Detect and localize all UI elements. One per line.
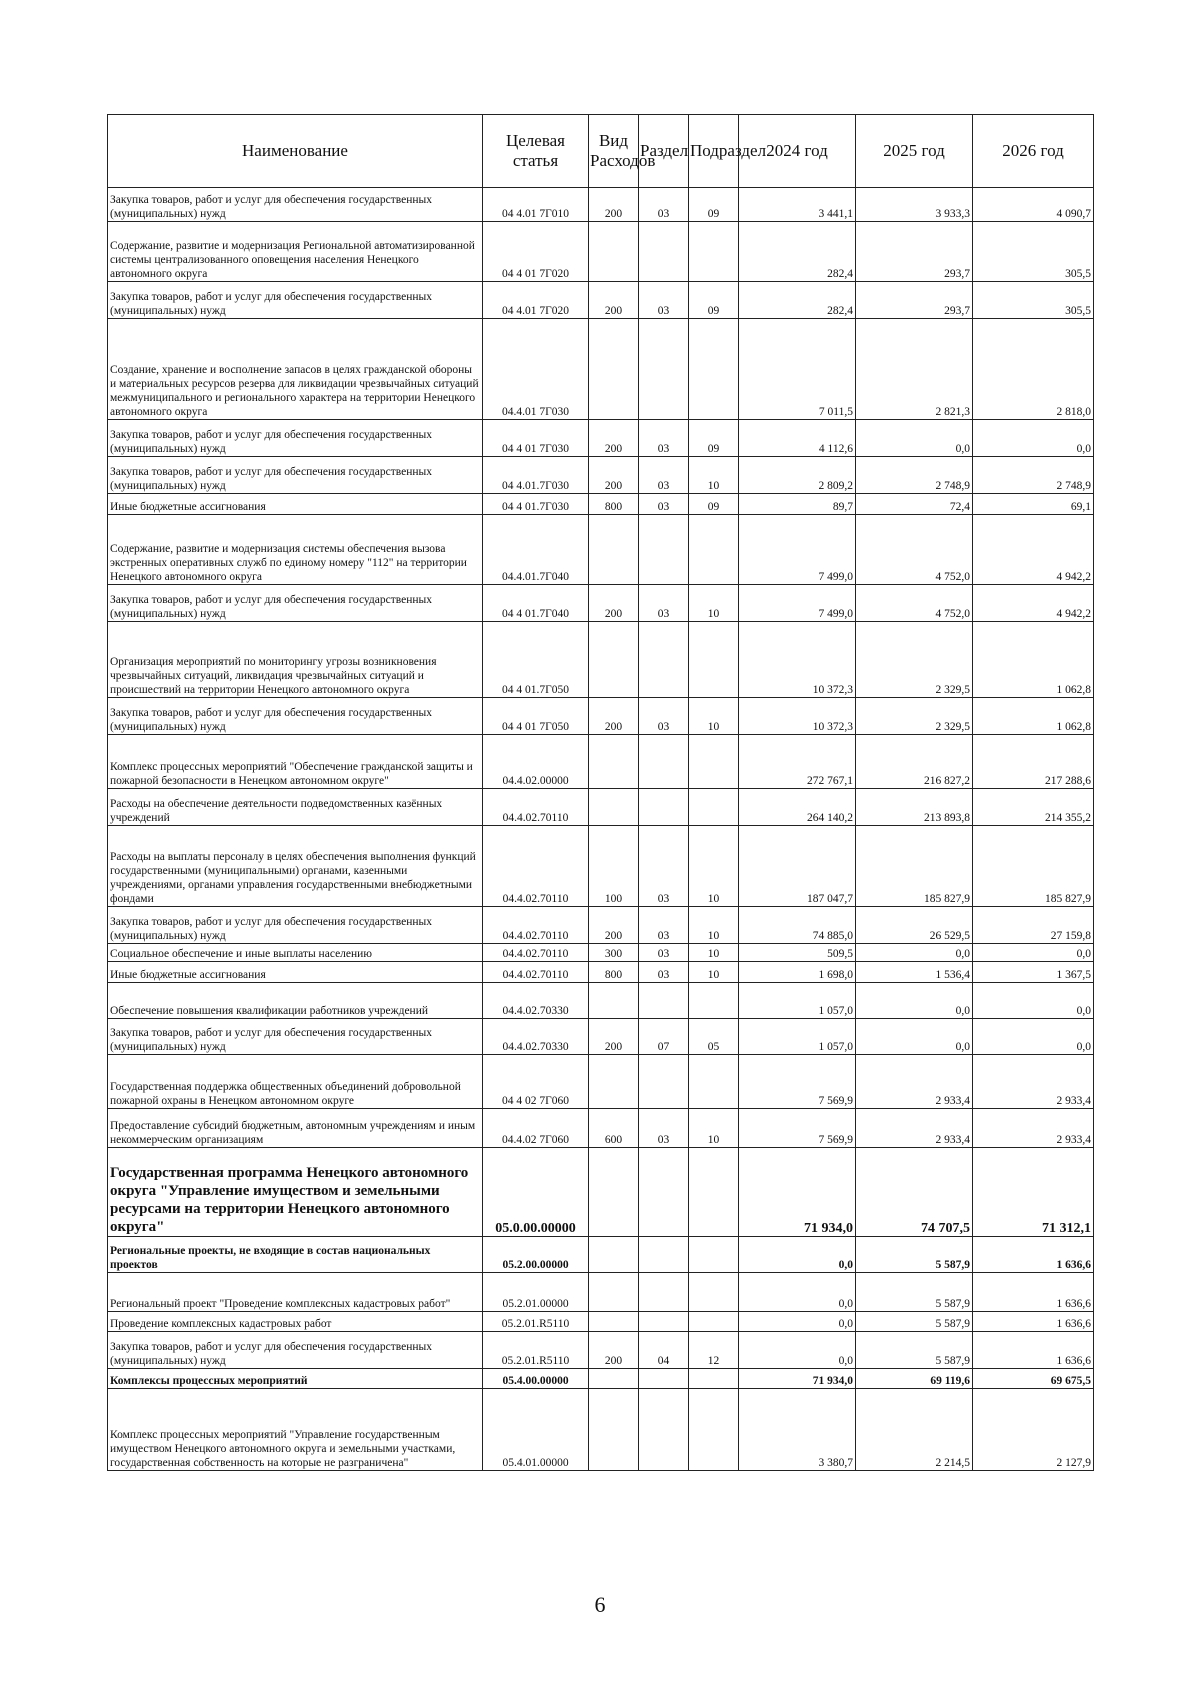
- row-subsection: 10: [689, 585, 739, 622]
- row-type: 200: [589, 188, 639, 222]
- table-row: [108, 1148, 1094, 1237]
- table-row: [108, 1273, 1094, 1312]
- row-type: [589, 222, 639, 282]
- table-row: [108, 789, 1094, 826]
- row-2025: 2 933,4: [856, 1109, 973, 1148]
- row-2025: 5 587,9: [856, 1237, 973, 1273]
- page-number: 6: [594, 1592, 606, 1617]
- row-type: 300: [589, 944, 639, 962]
- row-section: 03: [639, 944, 689, 962]
- row-2024: 2 809,2: [739, 457, 856, 494]
- row-2025: 0,0: [856, 944, 973, 962]
- row-section: [639, 1312, 689, 1332]
- row-subsection: [689, 1273, 739, 1312]
- table-row: [108, 907, 1094, 944]
- row-2026: 0,0: [973, 983, 1094, 1019]
- row-2026: 0,0: [973, 1019, 1094, 1055]
- row-target: 05.4.00.00000: [483, 1369, 589, 1389]
- row-2026: 214 355,2: [973, 789, 1094, 826]
- row-section: 03: [639, 457, 689, 494]
- row-target: 04 4 01 7Г050: [483, 698, 589, 735]
- row-name: Содержание, развитие и модернизация системы обеспечения вызова экстренных оперативных служб по единому номеру "112" на территории Ненецкого автономного округа: [108, 515, 483, 585]
- row-type: 200: [589, 282, 639, 319]
- row-name: Закупка товаров, работ и услуг для обеспечения государственных (муниципальных) нужд: [108, 698, 483, 735]
- row-target: 04.4.02.70110: [483, 826, 589, 907]
- header-section: Раздел: [639, 115, 689, 188]
- row-type: [589, 1055, 639, 1109]
- row-section: 03: [639, 962, 689, 983]
- row-subsection: [689, 1389, 739, 1471]
- row-subsection: 10: [689, 1109, 739, 1148]
- row-2025: 2 933,4: [856, 1055, 973, 1109]
- row-subsection: 09: [689, 420, 739, 457]
- row-name: Закупка товаров, работ и услуг для обеспечения государственных (муниципальных) нужд: [108, 420, 483, 457]
- row-2024: 3 380,7: [739, 1389, 856, 1471]
- row-2024: 282,4: [739, 222, 856, 282]
- row-2024: 7 499,0: [739, 585, 856, 622]
- row-name: Расходы на выплаты персоналу в целях обеспечения выполнения функций государственными (муниципальными) органами, казенными учреждениями, органами управления государственными внебюджетными фондами: [108, 826, 483, 907]
- row-target: 04.4.02.70110: [483, 789, 589, 826]
- row-2026: 2 933,4: [973, 1109, 1094, 1148]
- row-2026: 1 062,8: [973, 622, 1094, 698]
- row-target: 05.2.01.00000: [483, 1273, 589, 1312]
- row-2025: 69 119,6: [856, 1369, 973, 1389]
- table-row: [108, 826, 1094, 907]
- row-type: 200: [589, 1019, 639, 1055]
- row-2024: 1 057,0: [739, 983, 856, 1019]
- row-2026: 4 942,2: [973, 515, 1094, 585]
- row-2024: 509,5: [739, 944, 856, 962]
- row-target: 04 4 01 7Г020: [483, 222, 589, 282]
- row-2025: 0,0: [856, 420, 973, 457]
- table-row: [108, 1332, 1094, 1369]
- row-subsection: 12: [689, 1332, 739, 1369]
- table-row: [108, 420, 1094, 457]
- row-2025: 3 933,3: [856, 188, 973, 222]
- row-name: Организация мероприятий по мониторингу угрозы возникновения чрезвычайных ситуаций, ликвидация чрезвычайных ситуаций и происшествий на территории Ненецкого автономного округа: [108, 622, 483, 698]
- row-name: Содержание, развитие и модернизация Региональной автоматизированной системы централизованного оповещения населения Ненецкого автономного округа: [108, 222, 483, 282]
- row-2025: 213 893,8: [856, 789, 973, 826]
- row-2025: 185 827,9: [856, 826, 973, 907]
- table-row: [108, 1312, 1094, 1332]
- row-2026: 1 636,6: [973, 1332, 1094, 1369]
- row-subsection: [689, 319, 739, 420]
- row-name: Социальное обеспечение и иные выплаты населению: [108, 944, 483, 962]
- row-type: [589, 1148, 639, 1237]
- row-2024: 10 372,3: [739, 622, 856, 698]
- row-target: 04 4 01 7Г030: [483, 420, 589, 457]
- row-type: [589, 515, 639, 585]
- table-row: [108, 698, 1094, 735]
- row-2025: 5 587,9: [856, 1332, 973, 1369]
- table-row: [108, 1369, 1094, 1389]
- row-target: 05.2.01.R5110: [483, 1312, 589, 1332]
- row-section: 03: [639, 1109, 689, 1148]
- row-section: 03: [639, 494, 689, 515]
- row-name: Предоставление субсидий бюджетным, автономным учреждениям и иным некоммерческим организациям: [108, 1109, 483, 1148]
- row-2025: 2 748,9: [856, 457, 973, 494]
- row-2025: 0,0: [856, 983, 973, 1019]
- table-row: [108, 515, 1094, 585]
- row-2026: 2 127,9: [973, 1389, 1094, 1471]
- row-section: [639, 222, 689, 282]
- row-name: Иные бюджетные ассигнования: [108, 962, 483, 983]
- row-type: 200: [589, 457, 639, 494]
- row-target: 04 4.01 7Г010: [483, 188, 589, 222]
- row-section: 03: [639, 698, 689, 735]
- row-type: 200: [589, 1332, 639, 1369]
- row-subsection: 10: [689, 698, 739, 735]
- row-section: 03: [639, 585, 689, 622]
- row-subsection: [689, 1237, 739, 1273]
- row-2026: 305,5: [973, 222, 1094, 282]
- row-target: 04.4.02.70330: [483, 1019, 589, 1055]
- row-2024: 71 934,0: [739, 1369, 856, 1389]
- row-target: 04 4 01.7Г050: [483, 622, 589, 698]
- row-2026: 69 675,5: [973, 1369, 1094, 1389]
- row-type: [589, 735, 639, 789]
- row-2024: 7 011,5: [739, 319, 856, 420]
- row-name: Закупка товаров, работ и услуг для обеспечения государственных (муниципальных) нужд: [108, 907, 483, 944]
- row-2024: 0,0: [739, 1332, 856, 1369]
- row-section: 03: [639, 907, 689, 944]
- row-section: [639, 735, 689, 789]
- row-section: [639, 1273, 689, 1312]
- row-2026: 2 818,0: [973, 319, 1094, 420]
- header-2024: 2024 год: [739, 115, 856, 188]
- row-target: 05.2.00.00000: [483, 1237, 589, 1273]
- row-name: Государственная поддержка общественных объединений добровольной пожарной охраны в Ненецком автономном округе: [108, 1055, 483, 1109]
- row-target: 04.4.02.70110: [483, 962, 589, 983]
- row-section: [639, 1389, 689, 1471]
- row-2024: 282,4: [739, 282, 856, 319]
- row-subsection: [689, 735, 739, 789]
- row-name: Комплексы процессных мероприятий: [108, 1369, 483, 1389]
- row-2025: 2 329,5: [856, 698, 973, 735]
- table-header-row: [108, 115, 1094, 188]
- header-2025: 2025 год: [856, 115, 973, 188]
- row-2026: 0,0: [973, 944, 1094, 962]
- row-type: [589, 1369, 639, 1389]
- row-type: [589, 1237, 639, 1273]
- row-type: [589, 1389, 639, 1471]
- row-section: 03: [639, 188, 689, 222]
- row-2024: 272 767,1: [739, 735, 856, 789]
- header-subsection: Подраздел: [689, 115, 739, 188]
- row-section: [639, 1055, 689, 1109]
- row-type: [589, 319, 639, 420]
- row-target: 04 4 01.7Г040: [483, 585, 589, 622]
- table-row: [108, 622, 1094, 698]
- row-name: Региональные проекты, не входящие в состав национальных проектов: [108, 1237, 483, 1273]
- header-name: Наименование: [108, 115, 483, 188]
- row-target: 04 4.01 7Г020: [483, 282, 589, 319]
- row-2026: 1 636,6: [973, 1273, 1094, 1312]
- row-2026: 1 062,8: [973, 698, 1094, 735]
- row-2026: 69,1: [973, 494, 1094, 515]
- table-row: [108, 319, 1094, 420]
- row-type: [589, 1273, 639, 1312]
- row-2026: 1 367,5: [973, 962, 1094, 983]
- row-section: [639, 622, 689, 698]
- row-2025: 2 821,3: [856, 319, 973, 420]
- row-2026: 305,5: [973, 282, 1094, 319]
- row-2026: 4 942,2: [973, 585, 1094, 622]
- row-section: 07: [639, 1019, 689, 1055]
- row-section: [639, 983, 689, 1019]
- row-2025: 4 752,0: [856, 515, 973, 585]
- row-subsection: [689, 222, 739, 282]
- row-2024: 74 885,0: [739, 907, 856, 944]
- row-type: 200: [589, 420, 639, 457]
- row-section: [639, 789, 689, 826]
- row-type: 200: [589, 698, 639, 735]
- row-2026: 4 090,7: [973, 188, 1094, 222]
- row-target: 04.4.01 7Г030: [483, 319, 589, 420]
- row-subsection: 10: [689, 944, 739, 962]
- row-subsection: 09: [689, 494, 739, 515]
- row-subsection: [689, 1055, 739, 1109]
- row-2024: 89,7: [739, 494, 856, 515]
- row-subsection: 10: [689, 907, 739, 944]
- row-subsection: 10: [689, 457, 739, 494]
- row-target: 05.4.01.00000: [483, 1389, 589, 1471]
- row-2024: 7 499,0: [739, 515, 856, 585]
- row-2024: 0,0: [739, 1237, 856, 1273]
- row-section: [639, 515, 689, 585]
- table-row: [108, 1055, 1094, 1109]
- row-2026: 217 288,6: [973, 735, 1094, 789]
- row-2025: 2 329,5: [856, 622, 973, 698]
- row-2025: 216 827,2: [856, 735, 973, 789]
- row-2024: 1 698,0: [739, 962, 856, 983]
- row-2026: 2 748,9: [973, 457, 1094, 494]
- row-2025: 26 529,5: [856, 907, 973, 944]
- row-2024: 7 569,9: [739, 1055, 856, 1109]
- row-2025: 74 707,5: [856, 1148, 973, 1237]
- row-target: 04.4.02 7Г060: [483, 1109, 589, 1148]
- table-row: [108, 1389, 1094, 1471]
- row-section: [639, 1148, 689, 1237]
- row-type: 200: [589, 907, 639, 944]
- row-target: 04.4.02.00000: [483, 735, 589, 789]
- row-subsection: 10: [689, 826, 739, 907]
- row-type: [589, 983, 639, 1019]
- row-target: 05.2.01.R5110: [483, 1332, 589, 1369]
- row-2025: 4 752,0: [856, 585, 973, 622]
- table-row: [108, 457, 1094, 494]
- row-2026: 1 636,6: [973, 1237, 1094, 1273]
- row-name: Государственная программа Ненецкого автономного округа "Управление имуществом и земельными ресурсами на территории Ненецкого автономного округа": [108, 1148, 483, 1237]
- row-2025: 72,4: [856, 494, 973, 515]
- row-target: 04 4 02 7Г060: [483, 1055, 589, 1109]
- header-2026: 2026 год: [973, 115, 1094, 188]
- row-target: 04.4.01.7Г040: [483, 515, 589, 585]
- row-subsection: [689, 789, 739, 826]
- row-name: Обеспечение повышения квалификации работников учреждений: [108, 983, 483, 1019]
- row-target: 05.0.00.00000: [483, 1148, 589, 1237]
- row-2024: 3 441,1: [739, 188, 856, 222]
- table-row: [108, 983, 1094, 1019]
- row-section: [639, 1369, 689, 1389]
- row-2024: 0,0: [739, 1273, 856, 1312]
- row-name: Закупка товаров, работ и услуг для обеспечения государственных (муниципальных) нужд: [108, 188, 483, 222]
- table-row: [108, 585, 1094, 622]
- table-row: [108, 735, 1094, 789]
- row-2024: 187 047,7: [739, 826, 856, 907]
- row-subsection: 09: [689, 188, 739, 222]
- row-2026: 71 312,1: [973, 1148, 1094, 1237]
- table-row: [108, 1019, 1094, 1055]
- row-type: 800: [589, 494, 639, 515]
- header-target: Целевая статья: [483, 115, 589, 188]
- row-type: [589, 1312, 639, 1332]
- row-type: 800: [589, 962, 639, 983]
- row-section: 03: [639, 282, 689, 319]
- row-section: 03: [639, 420, 689, 457]
- row-name: Комплекс процессных мероприятий "Управление государственным имуществом Ненецкого автономного округа и земельными участками, государственная собственность на которые не разграничена": [108, 1389, 483, 1471]
- row-type: [589, 622, 639, 698]
- row-subsection: 09: [689, 282, 739, 319]
- row-2025: 5 587,9: [856, 1273, 973, 1312]
- row-target: 04 4.01.7Г030: [483, 457, 589, 494]
- row-section: [639, 1237, 689, 1273]
- row-section: 03: [639, 826, 689, 907]
- budget-table: [107, 114, 1094, 1471]
- row-type: [589, 789, 639, 826]
- row-subsection: [689, 622, 739, 698]
- row-target: 04 4 01.7Г030: [483, 494, 589, 515]
- row-2025: 293,7: [856, 222, 973, 282]
- row-2025: 0,0: [856, 1019, 973, 1055]
- row-name: Создание, хранение и восполнение запасов в целях гражданской обороны и материальных ресурсов резерва для ликвидации чрезвычайных ситуаций межмуниципального и регионального характера на территории Ненецкого автономного округа: [108, 319, 483, 420]
- row-subsection: [689, 1148, 739, 1237]
- table-row: [108, 1237, 1094, 1273]
- row-name: Региональный проект "Проведение комплексных кадастровых работ": [108, 1273, 483, 1312]
- table-row: [108, 188, 1094, 222]
- row-subsection: [689, 983, 739, 1019]
- table-row: [108, 962, 1094, 983]
- table-row: [108, 222, 1094, 282]
- row-name: Расходы на обеспечение деятельности подведомственных казённых учреждений: [108, 789, 483, 826]
- row-2025: 2 214,5: [856, 1389, 973, 1471]
- row-type: 100: [589, 826, 639, 907]
- row-subsection: [689, 515, 739, 585]
- row-name: Закупка товаров, работ и услуг для обеспечения государственных (муниципальных) нужд: [108, 457, 483, 494]
- row-target: 04.4.02.70110: [483, 944, 589, 962]
- row-2026: 27 159,8: [973, 907, 1094, 944]
- row-name: Закупка товаров, работ и услуг для обеспечения государственных (муниципальных) нужд: [108, 1332, 483, 1369]
- row-2026: 0,0: [973, 420, 1094, 457]
- row-2025: 5 587,9: [856, 1312, 973, 1332]
- row-name: Закупка товаров, работ и услуг для обеспечения государственных (муниципальных) нужд: [108, 1019, 483, 1055]
- row-target: 04.4.02.70330: [483, 983, 589, 1019]
- row-2024: 10 372,3: [739, 698, 856, 735]
- row-subsection: [689, 1369, 739, 1389]
- row-section: 04: [639, 1332, 689, 1369]
- row-type: 200: [589, 585, 639, 622]
- row-name: Закупка товаров, работ и услуг для обеспечения государственных (муниципальных) нужд: [108, 282, 483, 319]
- row-subsection: 10: [689, 962, 739, 983]
- row-2024: 0,0: [739, 1312, 856, 1332]
- row-2026: 1 636,6: [973, 1312, 1094, 1332]
- row-2024: 264 140,2: [739, 789, 856, 826]
- row-name: Комплекс процессных мероприятий "Обеспечение гражданской защиты и пожарной безопасности в Ненецком автономном округе": [108, 735, 483, 789]
- row-2025: 1 536,4: [856, 962, 973, 983]
- row-2024: 71 934,0: [739, 1148, 856, 1237]
- row-section: [639, 319, 689, 420]
- row-name: Проведение комплексных кадастровых работ: [108, 1312, 483, 1332]
- row-type: 600: [589, 1109, 639, 1148]
- row-2024: 1 057,0: [739, 1019, 856, 1055]
- table-row: [108, 1109, 1094, 1148]
- row-subsection: 05: [689, 1019, 739, 1055]
- table-row: [108, 282, 1094, 319]
- row-name: Иные бюджетные ассигнования: [108, 494, 483, 515]
- row-2025: 293,7: [856, 282, 973, 319]
- row-2026: 185 827,9: [973, 826, 1094, 907]
- row-2026: 2 933,4: [973, 1055, 1094, 1109]
- row-name: Закупка товаров, работ и услуг для обеспечения государственных (муниципальных) нужд: [108, 585, 483, 622]
- row-2024: 4 112,6: [739, 420, 856, 457]
- row-2024: 7 569,9: [739, 1109, 856, 1148]
- row-target: 04.4.02.70110: [483, 907, 589, 944]
- row-subsection: [689, 1312, 739, 1332]
- table-row: [108, 494, 1094, 515]
- table-row: [108, 944, 1094, 962]
- header-type: Вид Расходов: [589, 115, 639, 188]
